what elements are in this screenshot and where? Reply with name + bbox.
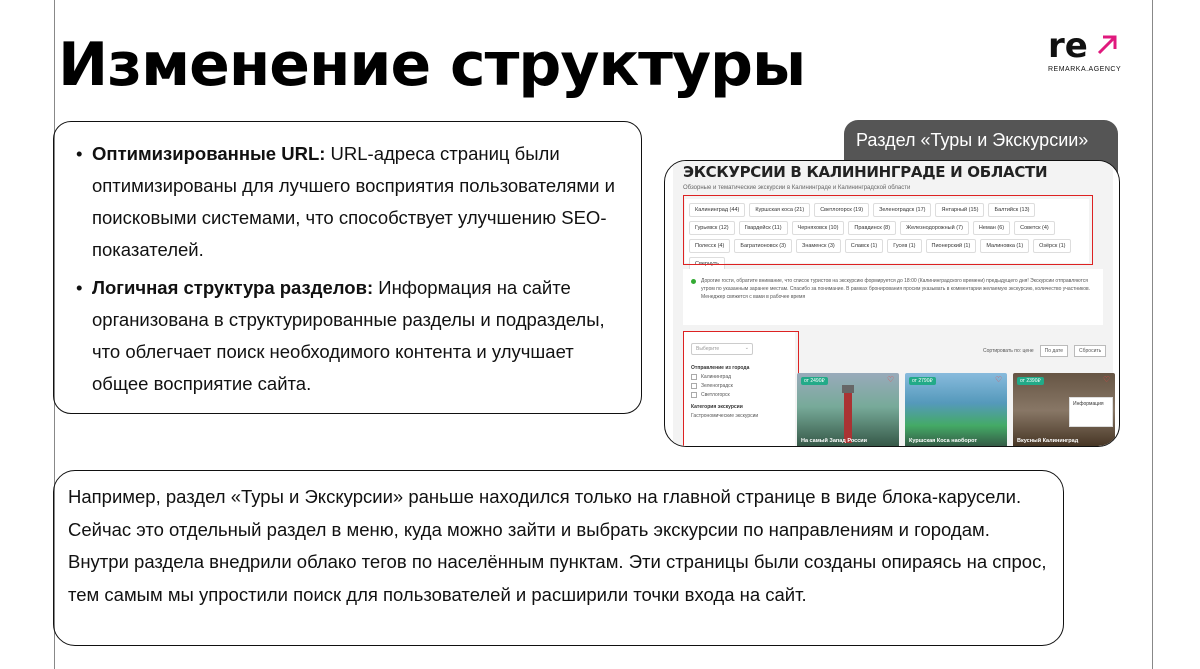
heart-icon[interactable]: ♡ [995,375,1003,384]
city-tag[interactable]: Зеленоградск (17) [873,203,931,217]
city-tag[interactable]: Куршская коса (21) [749,203,810,217]
bullet-item [76,272,623,400]
tag-cloud-highlight [683,195,1093,265]
city-tag[interactable]: Гвардейск (11) [739,221,788,235]
chevron-down-icon: ⌄ [744,345,749,351]
page-title: Изменение структуры [58,30,806,100]
city-tag[interactable]: Гурьевск (12) [689,221,735,235]
logo-mark: re [1048,26,1088,66]
city-tag[interactable]: Советск (4) [1014,221,1055,235]
card-caption: На самый Запад России [801,438,868,444]
reset-button[interactable]: Сбросить [1074,345,1106,357]
city-tag[interactable]: Черняховск (10) [792,221,845,235]
info-popup: Информация [1069,397,1113,427]
screenshot-content [673,161,1113,447]
select-placeholder: Выберите [696,346,720,352]
bullet-bold: Оптимизированные URL: [92,143,326,164]
logo-subtitle: REMARKA.AGENCY [1048,66,1122,73]
bullet-text: Информация на сайте организована в структурированные разделы и подразделы, что облегчает поиск необходимого контента и улучшает общее восприятие сайта. [92,277,605,394]
city-tag[interactable]: Озёрск (1) [1033,239,1071,253]
bullet-bold: Логичная структура разделов: [92,277,374,298]
lighthouse-image [837,381,859,443]
bullets-box [53,121,642,414]
city-tag[interactable]: Железнодорожный (7) [900,221,969,235]
city-tag[interactable]: Знаменск (3) [796,239,841,253]
city-tag[interactable]: Пионерский (1) [926,239,977,253]
arrow-up-right-icon [1096,34,1118,56]
bullet-list [76,138,623,400]
price-badge: от 2790₽ [909,377,936,385]
example-paragraph: Например, раздел «Туры и Экскурсии» раньше находился только на главной странице в виде блока-карусели. Сейчас это отдельный раздел в меню, куда можно зайти и выбрать экскурсии по направлениям и городам. Внутри раздела внедрили облако тегов по населённым пунктам. Эти страницы были созданы опираясь на спрос, тем самым мы упростили поиск для пользователей и расширили точки входа на сайт. [68,486,1047,605]
city-tag[interactable]: Полесск (4) [689,239,730,253]
card-caption: Куршская Коса наоборот [909,438,978,444]
notice-text: Дорогие гости, обратите внимание, что список туристов на экскурсию формируется до 18:00 (Калининградского времени) предыдущего дня! Экскурсии отправляются утром по указанным заранее местам. Спасибо за понимание. В рамках бронирования просим указывать в комментарии желаемую экскурсию, количество участников. Менеджер свяжется с вами в рабочее время [701,278,1091,300]
sort-row [983,345,1106,357]
city-tag[interactable]: Неман (6) [973,221,1010,235]
screenshot-page-title: ЭКСКУРСИИ В КАЛИНИНГРАДЕ И ОБЛАСТИ [683,163,1048,181]
info-dot-icon [691,279,696,284]
filter-option-label: Калининград [701,374,732,380]
sort-by-date-button[interactable]: По дате [1040,345,1068,357]
city-tag[interactable]: Правдинск (8) [848,221,896,235]
tour-card[interactable] [905,373,1007,447]
filter-option-label: Светлогорск [701,392,730,398]
notice-box [683,269,1103,325]
heart-icon[interactable]: ♡ [887,375,895,384]
agency-logo [1048,26,1128,78]
sort-label: Сортировать по: цене [983,348,1034,354]
city-tag[interactable]: Калининград (44) [689,203,745,217]
city-tag[interactable]: Славск (1) [845,239,884,253]
city-tag[interactable]: Малиновка (1) [980,239,1029,253]
right-border-line [1152,0,1153,669]
bullet-text: URL-адреса страниц были оптимизированы для лучшего восприятия пользователями и поисковыми системами, что способствует улучшению SEO-показателей. [92,143,615,260]
price-badge: от 2390₽ [1017,377,1044,385]
screenshot-page-subtitle: Обзорные и тематические экскурсии в Калининграде и Калининградской области [683,185,911,191]
bullet-item [76,138,623,266]
price-badge: от 2490₽ [801,377,828,385]
filter-heading: Отправление из города [691,365,750,371]
city-tag[interactable]: Гусев (1) [887,239,921,253]
city-tag[interactable]: Свернуть [689,257,725,271]
filter-option-label: Зеленоградск [701,383,733,389]
filter-highlight [683,331,799,447]
tour-card[interactable] [797,373,899,447]
filter-heading: Категория экскурсии [691,404,743,410]
city-tag[interactable]: Светлогорск (19) [814,203,869,217]
card-caption: Вкусный Калининград [1017,438,1079,444]
city-tag[interactable]: Балтийск (13) [988,203,1035,217]
section-label: Раздел «Туры и Экскурсии» [844,120,1118,194]
city-tag[interactable]: Багратионовск (3) [734,239,792,253]
website-screenshot [664,160,1120,447]
filter-option-label: Гастрономические экскурсии [691,413,759,419]
city-tag[interactable]: Янтарный (15) [935,203,984,217]
example-box [53,470,1064,646]
heart-icon[interactable]: ♡ [1103,375,1111,384]
